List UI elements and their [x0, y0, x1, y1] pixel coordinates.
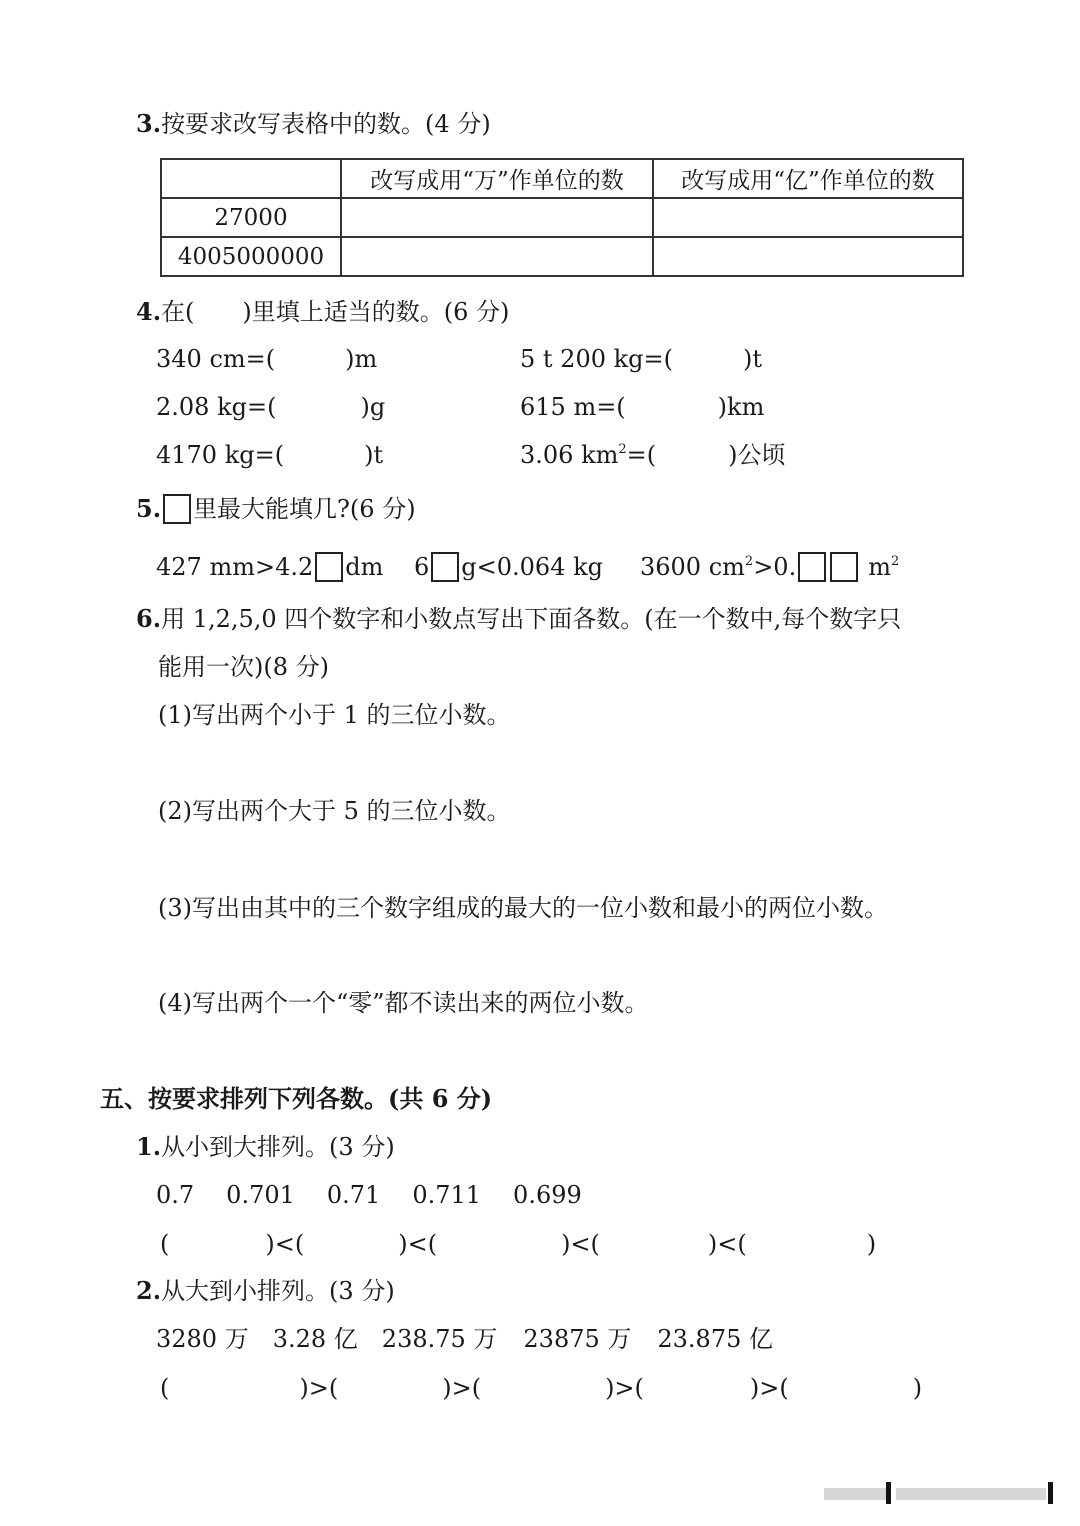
answer-cell-yi[interactable] [653, 237, 963, 276]
q4-title: 4.在( )里填上适当的数。(6 分) [136, 297, 510, 326]
q5-item-c: 3600 $cm^2>0$. $m^2$ [640, 553, 900, 581]
s5-q2-answer-line: ( )>( )>( )>( )>( ) [160, 1374, 923, 1402]
q4-item-1: 340 cm=( )m [156, 345, 378, 373]
scroll-segment [824, 1488, 886, 1500]
table-row-number: 4005000000 [161, 237, 341, 276]
answer-cell-yi[interactable] [653, 198, 963, 237]
page-scroll-indicator[interactable] [824, 1482, 1056, 1504]
answer-cell-wan[interactable] [341, 237, 653, 276]
scroll-segment [896, 1488, 1046, 1500]
rewrite-table [160, 158, 964, 277]
answer-cell-wan[interactable] [341, 198, 653, 237]
q3-title: 3.按要求改写表格中的数。(4 分) [136, 109, 491, 138]
q4-item-3: 2.08 kg=( )g [156, 393, 386, 421]
q5-item-b: 6 g<0.064 kg [414, 553, 603, 581]
fill-box[interactable] [798, 552, 826, 582]
q6-sub-3: (3)写出由其中的三个数字组成的最大的一位小数和最小的两位小数。 [158, 894, 888, 922]
q6-sub-2: (2)写出两个大于 5 的三位小数。 [158, 797, 511, 825]
q4-item-5: 4170 kg=( )t [156, 441, 384, 469]
fill-box[interactable] [830, 552, 858, 582]
square-box-icon [163, 494, 191, 524]
s5-q2-numbers: 3280 万 3.28 亿 238.75 万 23875 万 23.875 亿 [156, 1325, 773, 1353]
q6-sub-4: (4)写出两个一个“零”都不读出来的两位小数。 [158, 989, 649, 1017]
q6-title-cont: 能用一次)(8 分) [158, 653, 329, 681]
q4-item-4: 615 m=( )km [520, 393, 765, 421]
s5-q1-title: 1.从小到大排列。(3 分) [136, 1132, 395, 1161]
q5-title: 5. 里最大能填几?(6 分) [136, 494, 416, 523]
table-row-number: 27000 [161, 198, 341, 237]
s5-q2-title: 2.从大到小排列。(3 分) [136, 1276, 395, 1305]
table-header-cell: 改写成用“万”作单位的数 [341, 159, 653, 198]
fill-box[interactable] [431, 552, 459, 582]
q6-sub-1: (1)写出两个小于 1 的三位小数。 [158, 701, 511, 729]
scroll-marker [1048, 1482, 1053, 1504]
q5-item-a: 427 mm>4.2 dm [156, 553, 384, 581]
s5-q1-answer-line: ( )<( )<( )<( )<( ) [160, 1230, 877, 1258]
table-header-cell: 改写成用“亿”作单位的数 [653, 159, 963, 198]
q6-title: 6.用 1,2,5,0 四个数字和小数点写出下面各数。(在一个数中,每个数字只 [136, 604, 902, 633]
q4-item-2: 5 t 200 kg=( )t [520, 345, 763, 373]
table-row [161, 198, 963, 237]
fill-box[interactable] [315, 552, 343, 582]
section-5-title: 五、按要求排列下列各数。(共 6 分) [100, 1084, 493, 1113]
table-header-cell [161, 159, 341, 198]
table-row [161, 237, 963, 276]
q4-item-6: 3.06 $km^2=$( )公顷 [520, 441, 786, 469]
table-header-row [161, 159, 963, 198]
s5-q1-numbers: 0.7 0.701 0.71 0.711 0.699 [156, 1181, 582, 1209]
scroll-marker [886, 1482, 891, 1504]
